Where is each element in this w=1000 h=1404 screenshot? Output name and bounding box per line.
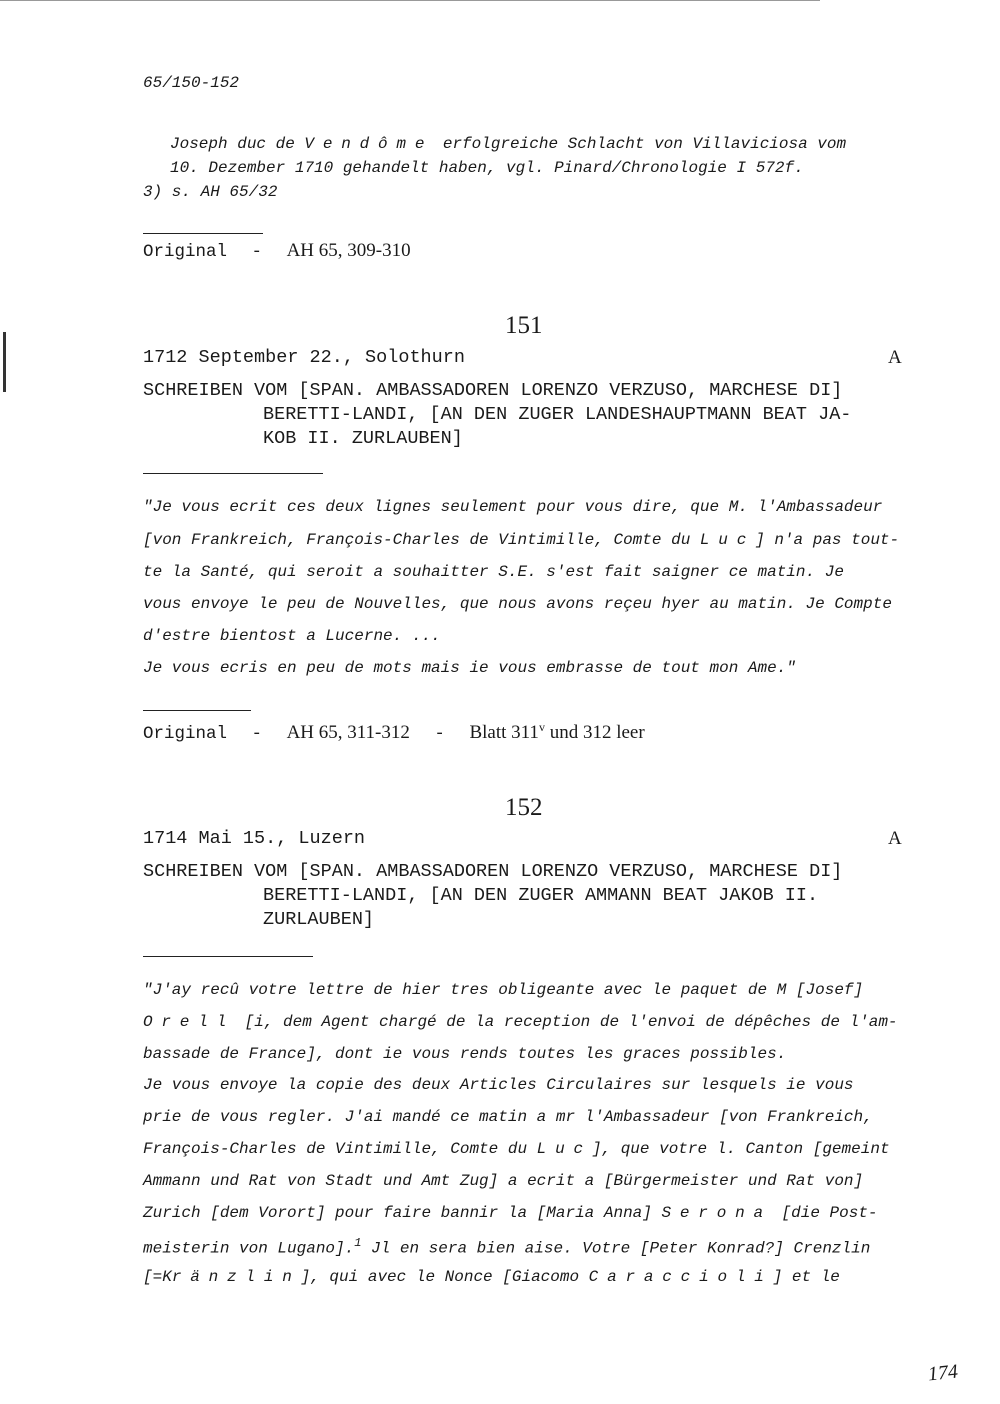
document-type-151: A [888, 347, 902, 368]
document-number-152: 152 [505, 794, 543, 821]
scan-margin-mark [3, 332, 6, 392]
text-152-line-4: Je vous envoye la copie des deux Articles Circulaires sur lesquels ie vous [143, 1076, 854, 1094]
scan-top-edge [0, 0, 820, 1]
footnote-line-1: Joseph duc de Vendôme erfolgreiche Schlacht von Villaviciosa vom [170, 135, 847, 153]
heading-151-line-1: SCHREIBEN VOM [SPAN. AMBASSADOREN LORENZO VERZUSO, MARCHESE DI] [143, 380, 843, 401]
footnote-marker: 1 [354, 1236, 362, 1250]
text-152-line-9: meisterin von Lugano].$^1$ Jl en sera bien aise. Votre [Peter Konrad?] Crenzlin [143, 1236, 871, 1258]
text-152-line-3: bassade de France], dont ie vous rends toutes les graces possibles. [143, 1045, 787, 1063]
text-151-line-3: te la Santé, qui seroit a souhaitter S.E. s'est fait saigner ce matin. Je [143, 563, 844, 581]
text-152-line-10: [=Kränzlin], qui avec le Nonce [Giacomo Caraccioli] et le [143, 1268, 840, 1286]
heading-152-line-1: SCHREIBEN VOM [SPAN. AMBASSADOREN LORENZO VERZUSO, MARCHESE DI] [143, 861, 843, 882]
text-152-line-7: Ammann und Rat von Stadt und Amt Zug] a ecrit a [Bürgermeister und Rat von] [143, 1172, 864, 1190]
heading-152-line-3: ZURLAUBEN] [263, 909, 375, 930]
footnote-line-3: 3) s. AH 65/32 [143, 183, 278, 201]
heading-152-line-2: BERETTI-LANDI, [AN DEN ZUGER AMMANN BEAT JAKOB II. [263, 885, 819, 906]
text-151-line-1: "Je vous ecrit ces deux lignes seulement pour vous dire, que M. l'Ambassadeur [143, 498, 883, 516]
text-152-line-5: prie de vous regler. J'ai mandé ce matin a mr l'Ambassadeur [von Frankreich, [143, 1108, 873, 1126]
separator-rule [143, 473, 323, 474]
document-number-151: 151 [505, 312, 543, 339]
heading-151-line-3: KOB II. ZURLAUBEN] [263, 428, 463, 449]
separator-rule [143, 956, 313, 957]
text-151-line-2: [von Frankreich, François-Charles de Vintimille, Comte du Luc] n'a pas tout- [143, 531, 900, 549]
text-151-line-6: Je vous ecris en peu de mots mais ie vous embrasse de tout mon Ame." [143, 659, 796, 677]
text-152-line-6: François-Charles de Vintimille, Comte du Luc], que votre l. Canton [gemeint [143, 1140, 890, 1158]
document-reference: 65/150-152 [143, 74, 240, 92]
date-place-152: 1714 Mai 15., Luzern [143, 828, 366, 849]
handwritten-page-number: 174 [926, 1360, 960, 1386]
text-151-line-4: vous envoye le peu de Nouvelles, que nous avons reçeu hyer au matin. Je Compte [143, 595, 892, 613]
original-source-152: Original - AH 65, 311-312 - Blatt 311$^v$ und 312 leer [143, 720, 645, 744]
footnote-line-2: 10. Dezember 1710 gehandelt haben, vgl. Pinard/Chronologie I 572f. [170, 159, 804, 177]
original-source-151: Original - AH 65, 309-310 [143, 240, 411, 262]
text-152-line-2: Orell [i, dem Agent chargé de la reception de l'envoi de dépêches de l'am- [143, 1013, 898, 1031]
document-type-152: A [888, 828, 902, 849]
text-152-line-1: "J'ay recû votre lettre de hier tres obligeante avec le paquet de M [Josef] [143, 981, 864, 999]
date-place-151: 1712 September 22., Solothurn [143, 347, 465, 368]
separator-rule [143, 710, 251, 711]
text-151-line-5: d'estre bientost a Lucerne. ... [143, 627, 441, 645]
text-152-line-8: Zurich [dem Vorort] pour faire bannir la [Maria Anna] Serona [die Post- [143, 1204, 878, 1222]
heading-151-line-2: BERETTI-LANDI, [AN DEN ZUGER LANDESHAUPTMANN BEAT JA- [263, 404, 852, 425]
separator-rule [143, 233, 263, 234]
